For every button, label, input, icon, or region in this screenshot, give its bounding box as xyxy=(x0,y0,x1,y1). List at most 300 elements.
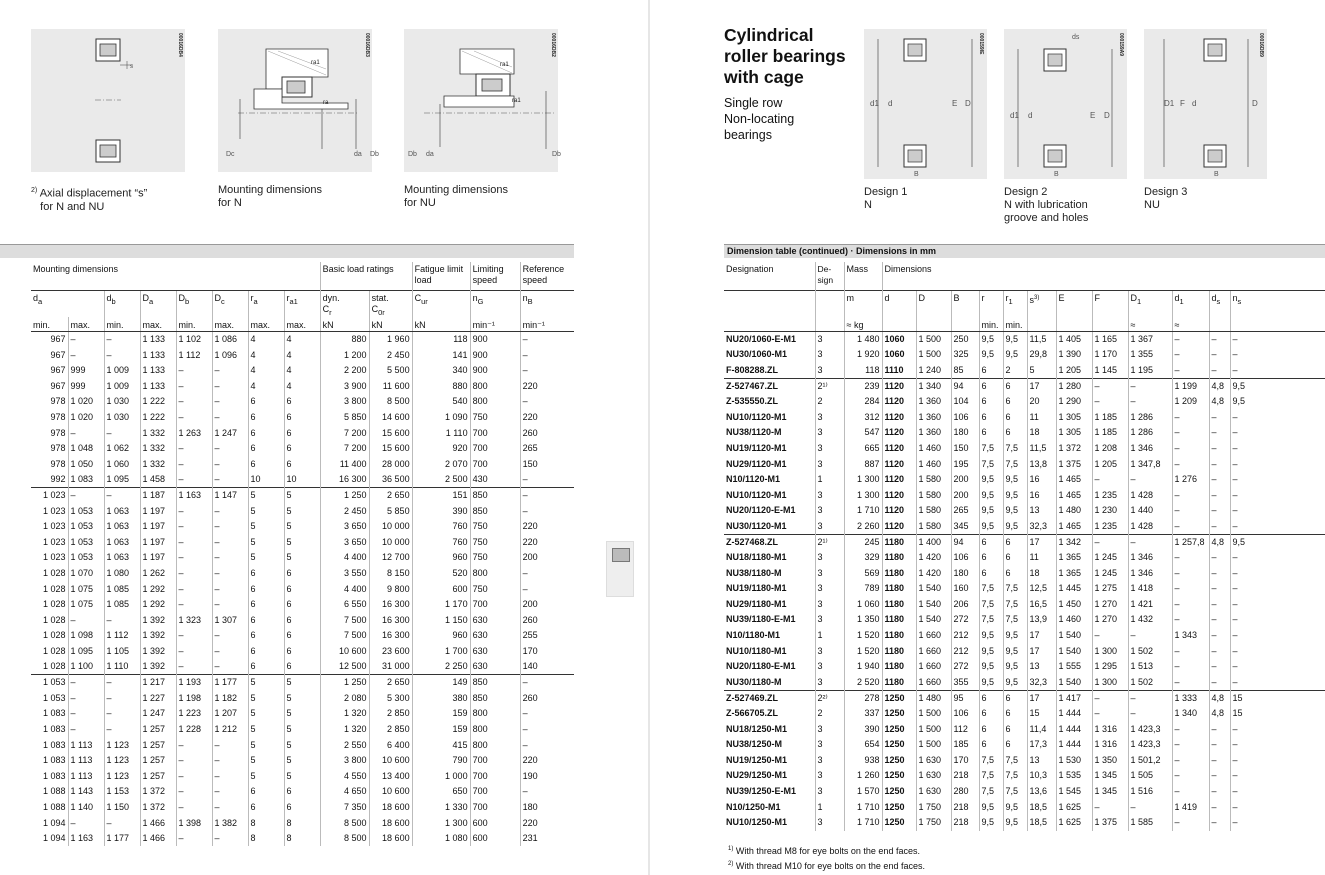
table-cell: 170 xyxy=(520,644,574,660)
table-cell: 7,5 xyxy=(1003,581,1027,597)
table-cell: 8 500 xyxy=(320,815,369,831)
table-cell: 10 000 xyxy=(369,519,412,535)
table-cell: 6 xyxy=(248,628,284,644)
table-cell: 185 xyxy=(951,737,979,753)
table-cell: – xyxy=(1092,472,1128,488)
table-cell: 999 xyxy=(68,363,104,379)
table-cell: – xyxy=(1230,628,1325,644)
table-cell: – xyxy=(1230,425,1325,441)
table-cell: 1 444 xyxy=(1056,721,1092,737)
table-cell: 1 421 xyxy=(1128,597,1172,613)
table-cell: F-808288.ZL xyxy=(726,364,779,375)
table-row xyxy=(724,394,1325,410)
table-cell: – xyxy=(104,706,140,722)
table-cell: 7,5 xyxy=(1003,441,1027,457)
table-row xyxy=(724,659,1325,675)
table-cell: 2¹⁾ xyxy=(815,378,844,394)
table-cell: – xyxy=(520,706,574,722)
table-cell: 1 630 xyxy=(916,753,951,769)
table-cell: 1 063 xyxy=(104,535,140,551)
table-cell: 6 550 xyxy=(320,597,369,613)
table-cell: 1 112 xyxy=(176,347,212,363)
table-cell: 1180 xyxy=(882,565,916,581)
table-cell: 112 xyxy=(951,721,979,737)
table-cell: 4 650 xyxy=(320,784,369,800)
label-db: Db xyxy=(370,151,379,158)
table-cell: 4 xyxy=(248,332,284,348)
table-cell: – xyxy=(520,347,574,363)
table-cell: 1120 xyxy=(882,441,916,457)
table-cell: NU20/1180-E-M1 xyxy=(726,661,796,672)
table-cell: 7,5 xyxy=(979,597,1003,613)
table-cell: 5 xyxy=(1027,363,1056,379)
table-cell: 1 920 xyxy=(844,347,882,363)
table-cell: 1 305 xyxy=(1056,409,1092,425)
table-cell: 2 650 xyxy=(369,488,412,504)
table-cell: – xyxy=(1230,519,1325,535)
table-cell: 1 540 xyxy=(916,581,951,597)
table-cell: – xyxy=(1230,565,1325,581)
table-cell: – xyxy=(1230,799,1325,815)
table-cell: 140 xyxy=(520,659,574,675)
table-cell: – xyxy=(176,597,212,613)
table-cell: – xyxy=(212,519,248,535)
table-cell: – xyxy=(1209,347,1230,363)
table-row xyxy=(724,597,1325,613)
table-cell: 520 xyxy=(412,566,470,582)
label-D: D xyxy=(1252,99,1258,108)
table-cell: 1 465 xyxy=(1056,487,1092,503)
col-Db: $D_b$ xyxy=(176,290,212,317)
table-cell: – xyxy=(520,488,574,504)
table-cell: 1180 xyxy=(882,675,916,691)
table-cell: 6 xyxy=(284,581,320,597)
unit-cell: max. xyxy=(68,317,104,332)
table-cell: – xyxy=(1172,332,1209,348)
table-cell: 1 286 xyxy=(1128,425,1172,441)
table-cell: 104 xyxy=(951,394,979,410)
table-cell: 1 292 xyxy=(140,581,176,597)
table-cell: 1 217 xyxy=(140,675,176,691)
table-cell: 17 xyxy=(1027,643,1056,659)
table-cell: 15 xyxy=(1230,690,1325,706)
table-cell: 9,5 xyxy=(979,503,1003,519)
table-cell: 7,5 xyxy=(979,768,1003,784)
label-d1: d1 xyxy=(870,99,879,108)
table-cell: 150 xyxy=(951,441,979,457)
col-c0r: stat. $C_{0r}$ xyxy=(369,290,412,317)
table-cell: 1 420 xyxy=(916,550,951,566)
table-cell: 6 xyxy=(248,441,284,457)
table-cell: – xyxy=(176,394,212,410)
table-row xyxy=(31,347,574,363)
table-cell: 1 392 xyxy=(140,612,176,628)
table-cell: 15 600 xyxy=(369,441,412,457)
table-cell: 630 xyxy=(470,628,520,644)
label-d: d xyxy=(888,99,893,108)
table-cell: 1 050 xyxy=(68,457,104,473)
table-cell: – xyxy=(520,566,574,582)
table-cell: 94 xyxy=(951,378,979,394)
col-ng: $n_G$ xyxy=(470,290,520,317)
table-cell: 1 367 xyxy=(1128,332,1172,348)
table-cell: 7,5 xyxy=(979,612,1003,628)
table-cell: 1120 xyxy=(882,519,916,535)
table-row xyxy=(724,332,1325,348)
table-cell: 6 xyxy=(248,394,284,410)
table-cell: 938 xyxy=(844,753,882,769)
table-cell: – xyxy=(1209,332,1230,348)
table-row xyxy=(724,519,1325,535)
table-cell: 12 500 xyxy=(320,659,369,675)
table-cell: NU10/1120-M1 xyxy=(726,411,787,422)
table-cell: 1 165 xyxy=(1092,332,1128,348)
table-cell: – xyxy=(1128,628,1172,644)
table-cell: 329 xyxy=(844,550,882,566)
table-cell: – xyxy=(1230,659,1325,675)
table-cell: 170 xyxy=(951,753,979,769)
table-cell: 1 460 xyxy=(916,441,951,457)
table-cell: 13,9 xyxy=(1027,612,1056,628)
table-cell: 880 xyxy=(412,379,470,395)
label-B: B xyxy=(1214,171,1219,178)
table-cell: 3 xyxy=(815,643,844,659)
table-cell: 9,5 xyxy=(1003,675,1027,691)
table-cell: 1 197 xyxy=(140,550,176,566)
table-cell: 1 392 xyxy=(140,628,176,644)
table-cell: 1 028 xyxy=(42,614,66,625)
table-cell: 700 xyxy=(470,441,520,457)
table-cell: 1 000 xyxy=(412,768,470,784)
table-cell: 6 xyxy=(284,784,320,800)
table-cell: – xyxy=(1230,784,1325,800)
table-cell: 2 080 xyxy=(320,690,369,706)
table-cell: 6 xyxy=(248,597,284,613)
table-cell: 6 xyxy=(284,612,320,628)
table-cell: – xyxy=(176,737,212,753)
table-cell: – xyxy=(1172,659,1209,675)
table-cell: 1 170 xyxy=(1092,347,1128,363)
table-cell: 1 332 xyxy=(140,457,176,473)
table-cell: 1 700 xyxy=(412,644,470,660)
table-cell: 700 xyxy=(470,457,520,473)
table-cell: 10 600 xyxy=(369,784,412,800)
table-cell: 1 197 xyxy=(140,519,176,535)
table-row xyxy=(724,706,1325,722)
table-cell: 3 xyxy=(815,363,844,379)
table-cell: 220 xyxy=(520,379,574,395)
table-cell: 1 083 xyxy=(68,472,104,488)
table-cell: – xyxy=(520,472,574,488)
table-cell: 1 023 xyxy=(31,488,68,504)
table-cell: – xyxy=(176,379,212,395)
table-cell: 9,5 xyxy=(979,815,1003,831)
table-cell: 9 800 xyxy=(369,581,412,597)
table-cell: 1 053 xyxy=(31,675,68,691)
table-cell: 1 028 xyxy=(42,645,66,656)
table-cell: 4 400 xyxy=(320,550,369,566)
table-cell: 9,5 xyxy=(979,332,1003,348)
table-cell: – xyxy=(212,457,248,473)
table-cell: 12,5 xyxy=(1027,581,1056,597)
table-cell: 1 480 xyxy=(916,690,951,706)
unit-cell xyxy=(1056,317,1092,332)
table-row xyxy=(31,815,574,831)
table-cell: – xyxy=(1172,503,1209,519)
table-cell: – xyxy=(1128,472,1172,488)
table-row xyxy=(31,831,574,847)
table-cell: 1 418 xyxy=(1128,581,1172,597)
design-3-figure xyxy=(1144,29,1267,179)
col-r: r xyxy=(979,290,1003,317)
table-cell: – xyxy=(1209,659,1230,675)
table-cell: 700 xyxy=(470,800,520,816)
table-cell: 2 850 xyxy=(369,706,412,722)
table-cell: 9,5 xyxy=(1003,472,1027,488)
table-cell: 978 xyxy=(50,427,66,438)
table-cell: 6 xyxy=(979,706,1003,722)
table-cell: 1250 xyxy=(882,706,916,722)
table-cell: 1 360 xyxy=(916,425,951,441)
table-cell: – xyxy=(1172,753,1209,769)
table-cell: 231 xyxy=(520,831,574,847)
table-cell: 4,8 xyxy=(1209,394,1230,410)
table-cell: 8 150 xyxy=(369,566,412,582)
table-row xyxy=(724,472,1325,488)
table-cell: 999 xyxy=(68,379,104,395)
table-cell: 190 xyxy=(520,768,574,784)
table-cell: 159 xyxy=(412,706,470,722)
table-cell: 150 xyxy=(520,457,574,473)
table-cell: 600 xyxy=(412,581,470,597)
table-cell: 6 xyxy=(284,597,320,613)
table-cell: 1 585 xyxy=(1128,815,1172,831)
table-cell: 1180 xyxy=(882,659,916,675)
table-row xyxy=(31,503,574,519)
table-cell: 1 420 xyxy=(916,565,951,581)
table-cell: 1 028 xyxy=(42,630,66,641)
col-D: D xyxy=(916,290,951,317)
table-row xyxy=(31,581,574,597)
table-cell: 6 xyxy=(248,784,284,800)
table-cell: 18 xyxy=(1027,425,1056,441)
table-cell: 1 080 xyxy=(104,566,140,582)
table-cell: 750 xyxy=(470,535,520,551)
table-cell: 1 200 xyxy=(320,347,369,363)
label-ra1: ra1 xyxy=(500,62,509,68)
table-cell: – xyxy=(1172,643,1209,659)
table-cell: 3 xyxy=(815,659,844,675)
col-ns: $n_s$ xyxy=(1230,290,1325,317)
table-cell: – xyxy=(1209,612,1230,628)
table-cell: 1 133 xyxy=(140,347,176,363)
unit-cell xyxy=(724,317,815,332)
table-cell: 1 113 xyxy=(68,737,104,753)
table-row xyxy=(724,409,1325,425)
table-cell: 2²⁾ xyxy=(815,690,844,706)
table-cell: 1 185 xyxy=(1092,425,1128,441)
table-cell: Z-535550.ZL xyxy=(726,396,779,407)
table-cell: 1 270 xyxy=(1092,597,1128,613)
table-cell: 1 095 xyxy=(104,472,140,488)
table-cell: – xyxy=(1128,378,1172,394)
col-cr: dyn. $C_r$ xyxy=(320,290,369,317)
table-cell: 11 600 xyxy=(369,379,412,395)
table-cell: NU38/1120-M xyxy=(726,427,782,438)
table-cell: – xyxy=(1172,409,1209,425)
table-cell: 6 xyxy=(1003,409,1027,425)
table-cell: – xyxy=(68,675,104,691)
table-row xyxy=(724,815,1325,831)
table-cell: 1 145 xyxy=(1092,363,1128,379)
table-cell: 1 480 xyxy=(844,332,882,348)
table-cell: 1 280 xyxy=(1056,378,1092,394)
table-cell: 325 xyxy=(951,347,979,363)
table-cell: 3 xyxy=(815,815,844,831)
table-cell: – xyxy=(1128,534,1172,550)
table-row xyxy=(724,550,1325,566)
table-cell: 32,3 xyxy=(1027,675,1056,691)
table-cell: 1 053 xyxy=(68,535,104,551)
table-cell: 760 xyxy=(412,519,470,535)
table-cell: 1 372 xyxy=(140,800,176,816)
table-cell: – xyxy=(1209,519,1230,535)
table-cell: 1 053 xyxy=(68,503,104,519)
table-cell: 700 xyxy=(470,425,520,441)
table-cell: 6 xyxy=(248,581,284,597)
table-cell: 1180 xyxy=(882,550,916,566)
figure-caption-1: $^{2)}$ Axial displacement “s” for N and NU xyxy=(31,187,148,213)
table-cell: 6 xyxy=(284,644,320,660)
mounting-n-drawing xyxy=(218,29,372,172)
table-cell: NU10/1180-M1 xyxy=(726,645,787,656)
table-cell: 1 660 xyxy=(916,643,951,659)
label-s: s xyxy=(130,64,133,70)
col-m: m xyxy=(844,290,882,317)
table-cell: 4 xyxy=(284,379,320,395)
table-cell: – xyxy=(1172,737,1209,753)
table-cell: 1 444 xyxy=(1056,737,1092,753)
table-cell: 1 075 xyxy=(68,581,104,597)
table-cell: 5 xyxy=(248,753,284,769)
unit-cell xyxy=(1027,317,1056,332)
label-db-2: Db xyxy=(552,151,561,158)
table-cell: 1 187 xyxy=(140,488,176,504)
label-d: d xyxy=(1028,111,1033,120)
table-cell: – xyxy=(176,535,212,551)
table-cell: 1 260 xyxy=(844,768,882,784)
table-cell: 6 xyxy=(1003,737,1027,753)
fatigue-header: Fatigue limit load xyxy=(412,262,470,290)
table-cell: – xyxy=(176,503,212,519)
table-cell: 9,5 xyxy=(979,472,1003,488)
table-cell: 1 458 xyxy=(140,472,176,488)
table-cell: 1 096 xyxy=(212,347,248,363)
table-cell: 1 009 xyxy=(104,363,140,379)
unit-cell xyxy=(951,317,979,332)
unit-cell xyxy=(1092,317,1128,332)
table-cell: 10 600 xyxy=(369,753,412,769)
table-cell: 700 xyxy=(470,597,520,613)
table-cell: 1 630 xyxy=(916,768,951,784)
table-cell: 1 466 xyxy=(140,831,176,847)
table-cell: 1 500 xyxy=(916,347,951,363)
table-cell: 1250 xyxy=(882,721,916,737)
table-cell: 212 xyxy=(951,643,979,659)
table-cell: 1 080 xyxy=(412,831,470,847)
table-cell: – xyxy=(1128,690,1172,706)
table-cell: – xyxy=(176,457,212,473)
table-cell: – xyxy=(212,566,248,582)
table-cell: 1 098 xyxy=(68,628,104,644)
table-cell: – xyxy=(1172,768,1209,784)
table-cell: 1 625 xyxy=(1056,815,1092,831)
table-cell: 1 316 xyxy=(1092,737,1128,753)
table-cell: 4 400 xyxy=(320,581,369,597)
table-cell: 4 xyxy=(248,347,284,363)
table-cell: 1 207 xyxy=(212,706,248,722)
table-cell: NU39/1250-E-M1 xyxy=(726,786,797,797)
table-cell: 6 xyxy=(1003,394,1027,410)
table-cell: 960 xyxy=(412,628,470,644)
table-cell: – xyxy=(212,659,248,675)
table-cell: 1 392 xyxy=(140,659,176,675)
table-cell: 18,5 xyxy=(1027,799,1056,815)
table-cell: 1 342 xyxy=(1056,534,1092,550)
table-cell: 2 450 xyxy=(369,347,412,363)
table-cell: 8 xyxy=(284,815,320,831)
table-cell: 180 xyxy=(951,425,979,441)
table-cell: 1 300 xyxy=(412,815,470,831)
table-cell: – xyxy=(212,472,248,488)
unit-cell: min⁻¹ xyxy=(520,317,574,332)
table-cell: 1 320 xyxy=(320,722,369,738)
table-cell: 5 xyxy=(284,706,320,722)
table-cell: 1 088 xyxy=(42,801,66,812)
table-cell: NU30/1060-M1 xyxy=(726,349,788,360)
table-cell: 9,5 xyxy=(1003,628,1027,644)
table-cell: 1 333 xyxy=(1172,690,1209,706)
table-cell: – xyxy=(520,394,574,410)
table-cell: 992 xyxy=(50,474,66,485)
unit-cell: min⁻¹ xyxy=(470,317,520,332)
table-cell: 9,5 xyxy=(1003,503,1027,519)
table-row xyxy=(724,690,1325,706)
table-row xyxy=(31,332,574,348)
table-cell: 6 xyxy=(979,394,1003,410)
unit-cell: ≈ xyxy=(1172,317,1209,332)
table-cell: Z-566705.ZL xyxy=(726,708,779,719)
label-F: F xyxy=(1180,99,1185,108)
table-cell: 1 466 xyxy=(140,815,176,831)
table-cell: 6 xyxy=(1003,721,1027,737)
table-cell: 1 460 xyxy=(1056,612,1092,628)
table-cell: 1180 xyxy=(882,612,916,628)
table-cell: 218 xyxy=(951,799,979,815)
table-cell: 1 060 xyxy=(104,457,140,473)
table-cell: 3 xyxy=(815,753,844,769)
table-cell: 1 323 xyxy=(176,612,212,628)
table-cell: 900 xyxy=(470,363,520,379)
table-cell: – xyxy=(212,550,248,566)
table-cell: 3 xyxy=(815,721,844,737)
table-cell: 1 500 xyxy=(916,332,951,348)
label-da: da xyxy=(426,151,434,158)
table-cell: 1 123 xyxy=(104,753,140,769)
figure-caption-2: Mounting dimensions for N xyxy=(218,184,322,209)
table-cell: – xyxy=(176,519,212,535)
table-cell: 17,3 xyxy=(1027,737,1056,753)
